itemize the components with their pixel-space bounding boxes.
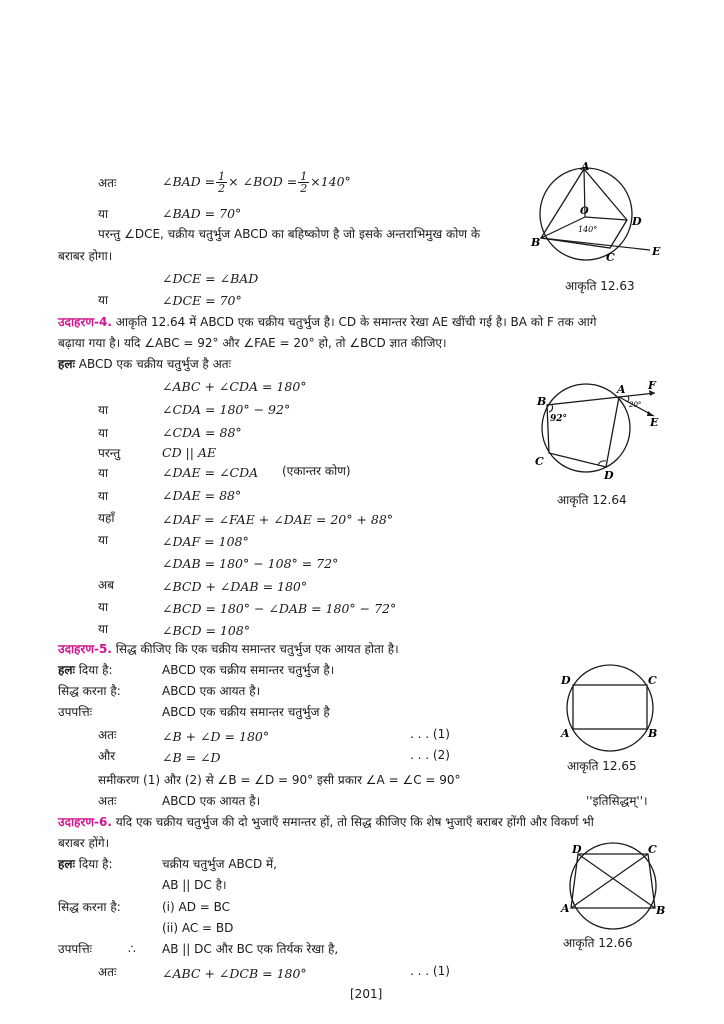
caption-12-65: आकृति 12.65	[567, 759, 637, 773]
step-equation: CD || AE	[162, 445, 217, 460]
equation-bad-70: ∠BAD = 70°	[162, 206, 242, 221]
fig63-label-o: O	[580, 206, 589, 217]
fig63-label-b: B	[531, 236, 541, 249]
step-equation: ∠BCD + ∠DAB = 180°	[162, 579, 308, 594]
text-paragraph-dce: परन्तु ∠DCE, चक्रीय चतुर्भुज ABCD का बहिष्कोण है जो इसके अन्तराभिमुख कोण के	[98, 227, 481, 241]
fig64-label-c: C	[535, 455, 544, 468]
equation-bad-half-bod: ∠BAD = $\frac{1}{2}$ × ∠BOD = $\frac{1}{2}$ ×140°	[162, 170, 351, 195]
step-equation: ∠DAE = ∠CDA	[162, 465, 259, 480]
step-equation: ∠CDA = 88°	[162, 425, 242, 440]
example-5-step1-label: अतः	[98, 728, 117, 742]
step-equation: ∠CDA = 180° − 92°	[162, 402, 291, 417]
example-6-prove-label: सिद्ध करना है:	[58, 900, 121, 914]
step-label: या	[98, 403, 109, 417]
step-equation: ∠DAB = 180° − 108° = 72°	[162, 556, 339, 571]
fig63-angle-140: 140°	[578, 225, 598, 234]
label-ya-2: या	[98, 293, 109, 307]
example-6-given-1: चक्रीय चतुर्भुज ABCD में,	[162, 857, 277, 871]
step-label: या	[98, 533, 109, 547]
equation-dce-bad: ∠DCE = ∠BAD	[162, 271, 259, 286]
step-equation: ∠BCD = 180° − ∠DAB = 180° − 72°	[162, 601, 397, 616]
example-5-proof-label: उपपत्तिः	[58, 705, 93, 719]
fig64-angle-92: 92°	[550, 414, 568, 424]
example-5-proof: ABCD एक चक्रीय समान्तर चतुर्भुज है	[162, 705, 330, 719]
note-alternate-angles: (एकान्तर कोण)	[282, 464, 351, 478]
caption-12-64: आकृति 12.64	[557, 493, 627, 507]
text-barabar: बराबर होगा।	[58, 249, 113, 263]
step-label: या	[98, 466, 109, 480]
fig64-label-f: F	[648, 380, 656, 392]
example-5-step2-eq: ∠B = ∠D	[162, 750, 221, 765]
step-label: या	[98, 426, 109, 440]
step-label: यहाँ	[98, 511, 115, 525]
figure-12-65	[555, 663, 665, 755]
fig64-angle-20: 20°	[629, 401, 642, 409]
step-label: या	[98, 600, 109, 614]
fig65-label-c: C	[648, 674, 657, 687]
fig63-label-c: C	[606, 251, 615, 264]
example-5-given: ABCD एक चक्रीय समान्तर चतुर्भुज है।	[162, 663, 335, 677]
example-5-prove-label: सिद्ध करना है:	[58, 684, 121, 698]
example-6-given-label: हलः दिया है:	[58, 857, 113, 871]
step-equation: ∠DAF = ∠FAE + ∠DAE = 20° + 88°	[162, 512, 394, 527]
fig66-label-b: B	[656, 904, 666, 917]
fig65-label-a: A	[561, 727, 570, 740]
example-6-question-line2: बराबर होंगे।	[58, 836, 110, 850]
example-5-step2-label: और	[98, 749, 116, 763]
step-label: अब	[98, 578, 115, 592]
fig63-label-e: E	[652, 245, 661, 258]
example-6-proof: AB || DC और BC एक तिर्यक रेखा है,	[162, 942, 339, 956]
step-equation: ∠DAE = 88°	[162, 488, 242, 503]
fig64-label-a: A	[617, 383, 626, 396]
example-5-given-label: हलः दिया है:	[58, 663, 113, 677]
equation-number-1: . . . (1)	[410, 727, 450, 741]
step-equation: ∠DAF = 108°	[162, 534, 249, 549]
figure-12-64	[520, 380, 670, 485]
example-6-step1-eq: ∠ABC + ∠DCB = 180°	[162, 966, 307, 981]
page-number: [201]	[350, 987, 383, 1001]
example-6-given-2: AB || DC है।	[162, 878, 227, 892]
step-label: या	[98, 622, 109, 636]
example-5-prove: ABCD एक आयत है।	[162, 684, 261, 698]
fig64-label-b: B	[537, 395, 547, 408]
step-label: परन्तु	[98, 446, 121, 460]
fig64-label-e: E	[650, 416, 659, 429]
example-6-question-line1: उदाहरण-6. यदि एक चक्रीय चतुर्भुज की दो भुजाएँ समान्तर हों, तो सिद्ध कीजिए कि शेष भुजाएँ बराबर होंगी और विकर्ण भी	[58, 815, 594, 829]
step-equation: ∠BCD = 108°	[162, 623, 251, 638]
step-label: या	[98, 489, 109, 503]
step-equation: ∠ABC + ∠CDA = 180°	[162, 379, 307, 394]
fig63-label-a: A	[581, 162, 590, 173]
example-4-solution-intro: हलः ABCD एक चक्रीय चतुर्भुज है अतः	[58, 357, 232, 371]
example-4-question-line1: उदाहरण-4. आकृति 12.64 में ABCD एक चक्रीय चतुर्भुज है। CD के समान्तर रेखा AE खींची गई है। BA को F तक आगे	[58, 315, 597, 329]
fig65-label-d: D	[561, 674, 571, 687]
label-ya: या	[98, 207, 109, 221]
fig63-label-d: D	[632, 215, 642, 228]
example-4-question-line2: बढ़ाया गया है। यदि ∠ABC = 92° और ∠FAE = 20° हो, तो ∠BCD ज्ञात कीजिए।	[58, 336, 447, 350]
equation-number-2: . . . (2)	[410, 748, 450, 762]
label-atah: अतः	[98, 176, 117, 190]
example-6-proof-label: उपपत्तिः	[58, 942, 93, 956]
fig66-label-d: D	[572, 843, 582, 856]
example-6-prove-1: (i) AD = BC	[162, 900, 231, 914]
example-5-step4-label: अतः	[98, 794, 117, 808]
example-6-step1-label: अतः	[98, 965, 117, 979]
therefore-symbol: ∴	[128, 942, 136, 956]
figure-12-66	[558, 840, 668, 932]
example-5-step4: ABCD एक आयत है।	[162, 794, 261, 808]
caption-12-66: आकृति 12.66	[563, 936, 633, 950]
fig66-label-a: A	[561, 902, 570, 915]
caption-12-63: आकृति 12.63	[565, 279, 635, 293]
fig66-label-c: C	[648, 843, 657, 856]
example-5-question: उदाहरण-5. सिद्ध कीजिए कि एक चक्रीय समान्तर चतुर्भुज एक आयत होता है।	[58, 642, 399, 656]
figure-12-63	[520, 162, 670, 277]
fig65-label-b: B	[648, 727, 658, 740]
equation-dce-70: ∠DCE = 70°	[162, 293, 242, 308]
fig64-label-d: D	[604, 469, 614, 482]
example-5-step3: समीकरण (1) और (2) से ∠B = ∠D = 90° इसी प्रकार ∠A = ∠C = 90°	[98, 773, 461, 787]
qed-mark: ''इतिसिद्धम्''।	[586, 794, 648, 808]
equation-number-1b: . . . (1)	[410, 964, 450, 978]
example-5-step1-eq: ∠B + ∠D = 180°	[162, 729, 270, 744]
example-6-prove-2: (ii) AC = BD	[162, 921, 234, 935]
